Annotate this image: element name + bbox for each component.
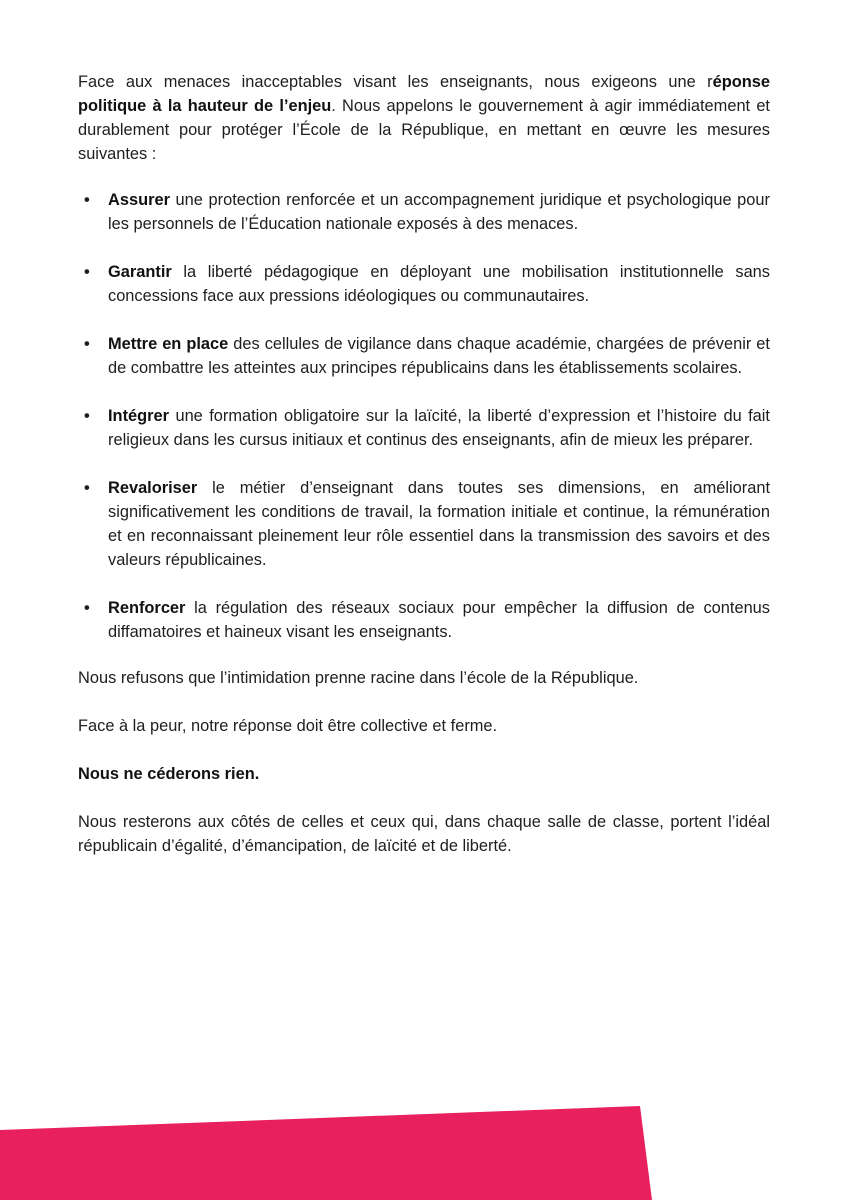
measure-item (78, 596, 770, 644)
document-body (78, 70, 770, 858)
measure-text: le métier d’enseignant dans toutes ses dimensions, en améliorant significativement les conditions de travail, la formation initiale et continue, la rémunération et en reconnaissant pleinement leur rôle essentiel dans la transmission des savoirs et des valeurs républicaines. (108, 479, 770, 569)
intro-text-start: Face aux menaces inacceptables visant les enseignants, nous exigeons une r (78, 73, 713, 91)
measure-text: la liberté pédagogique en déployant une mobilisation institutionnelle sans concessions face aux pressions idéologiques ou communautaires. (108, 263, 770, 305)
measure-text: une protection renforcée et un accompagnement juridique et psychologique pour les personnels de l’Éducation nationale exposés à des menaces. (108, 191, 770, 233)
accent-shape (0, 1106, 652, 1200)
measure-verb: Assurer (108, 191, 170, 209)
bullet-icon: • (84, 335, 90, 353)
intro-text-end: . Nous appelons le gouvernement à agir immédiatement et durablement pour protéger l’École de la République, en mettant en œuvre les mesures suivantes : (78, 97, 770, 163)
bullet-icon: • (84, 599, 90, 617)
measure-item (78, 188, 770, 236)
measure-item (78, 476, 770, 572)
measure-item (78, 260, 770, 308)
measure-text: la régulation des réseaux sociaux pour empêcher la diffusion de contenus diffamatoires et haineux visant les enseignants. (108, 599, 770, 641)
intro-paragraph (78, 70, 770, 166)
measure-verb: Revaloriser (108, 479, 198, 497)
statement-paragraph: Nous ne céderons rien. (78, 765, 260, 783)
closing-paragraph: Face à la peur, notre réponse doit être collective et ferme. (78, 717, 498, 735)
intro-emphasis: éponse politique à la hauteur de l’enjeu (78, 73, 770, 115)
bullet-icon: • (84, 407, 90, 425)
measures-list (78, 188, 770, 644)
measure-verb: Intégrer (108, 407, 170, 425)
measure-text: une formation obligatoire sur la laïcité, la liberté d’expression et l’histoire du fait religieux dans les cursus initiaux et continus des enseignants, afin de mieux les préparer. (108, 407, 770, 449)
bullet-icon: • (84, 191, 90, 209)
measure-item (78, 404, 770, 452)
measure-verb: Garantir (108, 263, 172, 281)
measure-verb: Renforcer (108, 599, 186, 617)
final-paragraph: Nous resterons aux côtés de celles et ceux qui, dans chaque salle de classe, portent l’idéal républicain d’égalité, d’émancipation, de laïcité et de liberté. (78, 813, 770, 855)
measure-verb: Mettre en place (108, 335, 229, 353)
measure-item (78, 332, 770, 380)
bullet-icon: • (84, 263, 90, 281)
measure-text: des cellules de vigilance dans chaque académie, chargées de prévenir et de combattre les atteintes aux principes républicains dans les établissements scolaires. (108, 335, 770, 377)
closing-paragraph: Nous refusons que l’intimidation prenne racine dans l’école de la République. (78, 669, 639, 687)
bullet-icon: • (84, 479, 90, 497)
